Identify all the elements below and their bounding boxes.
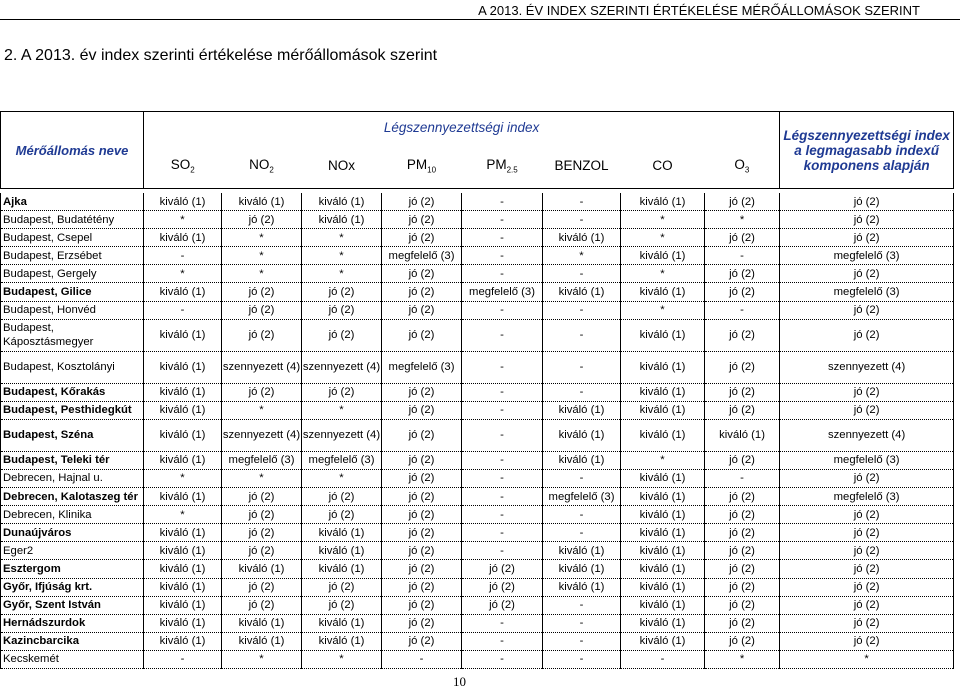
- pollutant-header: [705, 143, 780, 189]
- station-name: Budapest, Káposztásmegyer: [1, 319, 144, 351]
- station-name: Győr, Szent István: [1, 596, 144, 614]
- index-value-cell: -: [462, 488, 543, 506]
- station-name: Dunaújváros: [1, 524, 144, 542]
- index-value-cell: kiváló (1): [621, 193, 705, 211]
- index-value-cell: kiváló (1): [144, 524, 222, 542]
- station-name: Hernádszurdok: [1, 614, 144, 632]
- index-value-cell: -: [462, 211, 543, 229]
- index-value-cell: *: [144, 265, 222, 283]
- overall-index-cell: megfelelő (3): [780, 247, 954, 265]
- table-row: [1, 506, 954, 524]
- index-value-cell: jó (2): [302, 506, 382, 524]
- table-row: [1, 193, 954, 211]
- index-value-cell: kiváló (1): [144, 614, 222, 632]
- station-name: Budapest, Kosztolányi: [1, 351, 144, 383]
- index-value-cell: jó (2): [705, 488, 780, 506]
- table-row: [1, 488, 954, 506]
- index-value-cell: jó (2): [705, 351, 780, 383]
- index-value-cell: kiváló (1): [302, 211, 382, 229]
- index-value-cell: jó (2): [705, 451, 780, 469]
- overall-index-cell: megfelelő (3): [780, 451, 954, 469]
- index-value-cell: jó (2): [222, 301, 302, 319]
- index-value-cell: *: [144, 506, 222, 524]
- overall-index-cell: jó (2): [780, 193, 954, 211]
- index-value-cell: jó (2): [302, 301, 382, 319]
- pollutant-name: NO: [249, 156, 270, 172]
- table-row: [1, 419, 954, 451]
- index-value-cell: kiváló (1): [621, 506, 705, 524]
- index-value-cell: szennyezett (4): [302, 351, 382, 383]
- station-name: Debrecen, Hajnal u.: [1, 469, 144, 487]
- table-row: [1, 632, 954, 650]
- running-header: A 2013. ÉV INDEX SZERINTI ÉRTÉKELÉSE MÉRŐÁLLOMÁSOK SZERINT: [478, 3, 920, 18]
- table-row: [1, 319, 954, 351]
- index-value-cell: kiváló (1): [705, 419, 780, 451]
- index-value-cell: jó (2): [222, 524, 302, 542]
- index-value-cell: -: [462, 351, 543, 383]
- table-row: [1, 614, 954, 632]
- index-value-cell: jó (2): [705, 524, 780, 542]
- index-value-cell: jó (2): [382, 211, 462, 229]
- index-value-cell: megfelelő (3): [543, 488, 621, 506]
- index-value-cell: *: [222, 265, 302, 283]
- station-name: Esztergom: [1, 560, 144, 578]
- index-value-cell: *: [705, 211, 780, 229]
- index-value-cell: jó (2): [222, 596, 302, 614]
- index-value-cell: kiváló (1): [144, 383, 222, 401]
- table-body: [1, 193, 954, 668]
- table-row: [1, 469, 954, 487]
- index-value-cell: -: [543, 383, 621, 401]
- index-value-cell: kiváló (1): [222, 193, 302, 211]
- index-value-cell: jó (2): [382, 632, 462, 650]
- index-value-cell: *: [222, 229, 302, 247]
- index-value-cell: -: [462, 614, 543, 632]
- index-value-cell: kiváló (1): [621, 419, 705, 451]
- index-value-cell: -: [543, 469, 621, 487]
- table-row: [1, 301, 954, 319]
- index-value-cell: jó (2): [382, 524, 462, 542]
- index-value-cell: kiváló (1): [543, 229, 621, 247]
- pollutant-name: CO: [652, 157, 673, 173]
- pollutant-header: [621, 143, 705, 189]
- overall-index-cell: szennyezett (4): [780, 351, 954, 383]
- index-value-cell: jó (2): [705, 596, 780, 614]
- table-row: [1, 451, 954, 469]
- index-value-cell: kiváló (1): [543, 542, 621, 560]
- table-row: [1, 578, 954, 596]
- index-value-cell: jó (2): [382, 265, 462, 283]
- index-value-cell: -: [144, 301, 222, 319]
- index-value-cell: jó (2): [462, 578, 543, 596]
- index-value-cell: -: [543, 632, 621, 650]
- station-name: Budapest, Széna: [1, 419, 144, 451]
- index-value-cell: -: [543, 614, 621, 632]
- index-value-cell: -: [543, 351, 621, 383]
- pollutant-subscript: 2: [190, 165, 195, 175]
- index-value-cell: kiváló (1): [144, 193, 222, 211]
- index-value-cell: *: [302, 247, 382, 265]
- pollutant-header: [222, 143, 302, 189]
- index-value-cell: kiváló (1): [144, 401, 222, 419]
- pollutant-name: SO: [170, 156, 191, 172]
- overall-index-cell: jó (2): [780, 301, 954, 319]
- index-value-cell: -: [382, 650, 462, 668]
- index-value-cell: jó (2): [382, 319, 462, 351]
- index-value-cell: -: [705, 301, 780, 319]
- index-value-cell: kiváló (1): [302, 542, 382, 560]
- index-value-cell: jó (2): [705, 578, 780, 596]
- index-value-cell: kiváló (1): [222, 632, 302, 650]
- index-value-cell: jó (2): [222, 542, 302, 560]
- index-value-cell: jó (2): [705, 265, 780, 283]
- table-row: [1, 247, 954, 265]
- index-value-cell: szennyezett (4): [222, 419, 302, 451]
- index-value-cell: kiváló (1): [222, 560, 302, 578]
- index-value-cell: *: [705, 650, 780, 668]
- index-value-cell: kiváló (1): [543, 401, 621, 419]
- index-value-cell: jó (2): [382, 283, 462, 301]
- index-value-cell: *: [144, 211, 222, 229]
- index-value-cell: kiváló (1): [144, 578, 222, 596]
- index-value-cell: kiváló (1): [144, 542, 222, 560]
- table-row: [1, 283, 954, 301]
- index-value-cell: *: [621, 229, 705, 247]
- index-value-cell: -: [705, 469, 780, 487]
- index-value-cell: jó (2): [222, 488, 302, 506]
- index-table: [0, 111, 954, 669]
- index-value-cell: kiváló (1): [144, 596, 222, 614]
- index-value-cell: kiváló (1): [543, 560, 621, 578]
- index-value-cell: jó (2): [382, 229, 462, 247]
- overall-index-cell: megfelelő (3): [780, 283, 954, 301]
- pollutant-header: [144, 143, 222, 189]
- station-name: Debrecen, Kalotaszeg tér: [1, 488, 144, 506]
- index-value-cell: kiváló (1): [144, 351, 222, 383]
- table-row: [1, 650, 954, 668]
- index-value-cell: *: [621, 301, 705, 319]
- station-name: Budapest, Budatétény: [1, 211, 144, 229]
- index-value-cell: kiváló (1): [621, 283, 705, 301]
- table-row: [1, 596, 954, 614]
- index-value-cell: kiváló (1): [302, 632, 382, 650]
- index-value-cell: -: [462, 632, 543, 650]
- index-value-cell: jó (2): [302, 488, 382, 506]
- pollutant-name: O: [734, 156, 745, 172]
- pollutant-name: PM: [406, 156, 428, 172]
- index-value-cell: *: [302, 229, 382, 247]
- index-value-cell: -: [462, 542, 543, 560]
- pollutant-header: [302, 143, 382, 189]
- index-value-cell: -: [705, 247, 780, 265]
- overall-index-cell: jó (2): [780, 229, 954, 247]
- station-name: Győr, Ifjúság krt.: [1, 578, 144, 596]
- index-value-cell: jó (2): [382, 488, 462, 506]
- table-row: [1, 383, 954, 401]
- index-value-cell: kiváló (1): [621, 614, 705, 632]
- index-value-cell: -: [543, 319, 621, 351]
- overall-index-cell: jó (2): [780, 383, 954, 401]
- index-value-cell: -: [462, 301, 543, 319]
- index-value-cell: -: [543, 265, 621, 283]
- index-value-cell: jó (2): [222, 383, 302, 401]
- index-value-cell: jó (2): [382, 193, 462, 211]
- pollutant-header: [543, 143, 621, 189]
- overall-index-cell: jó (2): [780, 265, 954, 283]
- index-value-cell: jó (2): [382, 506, 462, 524]
- overall-index-cell: jó (2): [780, 632, 954, 650]
- index-value-cell: kiváló (1): [302, 193, 382, 211]
- index-value-cell: megfelelő (3): [462, 283, 543, 301]
- index-value-cell: *: [621, 211, 705, 229]
- index-value-cell: megfelelő (3): [382, 351, 462, 383]
- table-row: [1, 560, 954, 578]
- index-value-cell: jó (2): [382, 451, 462, 469]
- table-row: [1, 265, 954, 283]
- index-value-cell: *: [621, 265, 705, 283]
- index-value-cell: kiváló (1): [621, 351, 705, 383]
- index-value-cell: megfelelő (3): [382, 247, 462, 265]
- index-value-cell: kiváló (1): [144, 319, 222, 351]
- station-name: Budapest, Pesthidegkút: [1, 401, 144, 419]
- index-value-cell: kiváló (1): [144, 488, 222, 506]
- index-value-cell: -: [462, 506, 543, 524]
- index-value-cell: -: [543, 301, 621, 319]
- index-value-cell: jó (2): [382, 469, 462, 487]
- index-value-cell: jó (2): [705, 229, 780, 247]
- table-row: [1, 401, 954, 419]
- station-name: Budapest, Teleki tér: [1, 451, 144, 469]
- index-value-cell: jó (2): [705, 560, 780, 578]
- index-value-cell: -: [462, 469, 543, 487]
- station-name: Budapest, Gilice: [1, 283, 144, 301]
- index-value-cell: -: [543, 193, 621, 211]
- index-value-cell: -: [462, 229, 543, 247]
- overall-index-cell: jó (2): [780, 542, 954, 560]
- index-value-cell: *: [302, 650, 382, 668]
- index-value-cell: jó (2): [705, 193, 780, 211]
- index-value-cell: kiváló (1): [144, 451, 222, 469]
- station-name: Budapest, Gergely: [1, 265, 144, 283]
- station-name: Budapest, Erzsébet: [1, 247, 144, 265]
- index-value-cell: *: [302, 265, 382, 283]
- index-value-cell: kiváló (1): [144, 229, 222, 247]
- station-name: Budapest, Honvéd: [1, 301, 144, 319]
- index-value-cell: kiváló (1): [621, 632, 705, 650]
- index-value-cell: jó (2): [382, 401, 462, 419]
- header-rule: [0, 19, 960, 20]
- station-name: Ajka: [1, 193, 144, 211]
- index-value-cell: kiváló (1): [621, 524, 705, 542]
- page-number: 10: [453, 674, 466, 689]
- station-name: Kazincbarcika: [1, 632, 144, 650]
- index-value-cell: megfelelő (3): [302, 451, 382, 469]
- index-value-cell: jó (2): [302, 319, 382, 351]
- index-value-cell: -: [462, 650, 543, 668]
- index-value-cell: -: [462, 419, 543, 451]
- index-value-cell: kiváló (1): [543, 283, 621, 301]
- index-value-cell: jó (2): [705, 614, 780, 632]
- index-value-cell: -: [543, 596, 621, 614]
- index-value-cell: -: [462, 265, 543, 283]
- pollutant-name: PM: [486, 156, 507, 172]
- index-value-cell: kiváló (1): [621, 383, 705, 401]
- index-value-cell: -: [543, 650, 621, 668]
- index-group-header: Légszennyezettségi index: [144, 112, 780, 143]
- index-value-cell: jó (2): [462, 560, 543, 578]
- pollutant-subscript: 3: [744, 165, 750, 175]
- index-value-cell: jó (2): [382, 383, 462, 401]
- index-value-cell: jó (2): [705, 506, 780, 524]
- table-row: [1, 524, 954, 542]
- index-value-cell: kiváló (1): [621, 319, 705, 351]
- pollutant-subscript: 10: [427, 165, 437, 175]
- station-name: Kecskemét: [1, 650, 144, 668]
- index-value-cell: -: [543, 524, 621, 542]
- index-value-cell: *: [302, 401, 382, 419]
- pollutant-header: [382, 143, 462, 189]
- station-name: Budapest, Csepel: [1, 229, 144, 247]
- index-value-cell: kiváló (1): [543, 419, 621, 451]
- index-value-cell: kiváló (1): [621, 542, 705, 560]
- index-value-cell: jó (2): [302, 283, 382, 301]
- index-value-cell: -: [621, 650, 705, 668]
- index-value-cell: kiváló (1): [302, 560, 382, 578]
- station-column-header: Mérőállomás neve: [1, 112, 144, 189]
- index-value-cell: -: [462, 524, 543, 542]
- index-value-cell: *: [621, 451, 705, 469]
- index-table-container: [0, 111, 953, 669]
- index-value-cell: megfelelő (3): [222, 451, 302, 469]
- index-value-cell: -: [462, 451, 543, 469]
- index-value-cell: jó (2): [302, 596, 382, 614]
- index-value-cell: *: [222, 401, 302, 419]
- overall-index-cell: jó (2): [780, 211, 954, 229]
- index-value-cell: kiváló (1): [543, 451, 621, 469]
- index-value-cell: jó (2): [382, 560, 462, 578]
- index-value-cell: -: [543, 211, 621, 229]
- index-value-cell: szennyezett (4): [302, 419, 382, 451]
- overall-index-cell: jó (2): [780, 560, 954, 578]
- index-value-cell: jó (2): [222, 319, 302, 351]
- overall-index-header: Légszennyezettségi index a legmagasabb indexű komponens alapján: [780, 112, 954, 189]
- index-value-cell: -: [543, 506, 621, 524]
- index-value-cell: kiváló (1): [621, 596, 705, 614]
- index-value-cell: jó (2): [705, 632, 780, 650]
- overall-index-cell: jó (2): [780, 524, 954, 542]
- index-value-cell: -: [462, 247, 543, 265]
- overall-index-cell: jó (2): [780, 578, 954, 596]
- index-value-cell: -: [462, 319, 543, 351]
- station-name: Eger2: [1, 542, 144, 560]
- index-value-cell: -: [462, 401, 543, 419]
- index-value-cell: jó (2): [382, 301, 462, 319]
- overall-index-cell: jó (2): [780, 596, 954, 614]
- index-value-cell: kiváló (1): [621, 247, 705, 265]
- index-value-cell: kiváló (1): [621, 469, 705, 487]
- overall-index-cell: jó (2): [780, 401, 954, 419]
- index-value-cell: kiváló (1): [144, 419, 222, 451]
- index-value-cell: jó (2): [382, 419, 462, 451]
- index-value-cell: jó (2): [382, 542, 462, 560]
- overall-index-cell: jó (2): [780, 319, 954, 351]
- index-value-cell: jó (2): [222, 506, 302, 524]
- index-value-cell: *: [222, 469, 302, 487]
- table-row: [1, 351, 954, 383]
- index-value-cell: jó (2): [705, 401, 780, 419]
- overall-index-cell: jó (2): [780, 506, 954, 524]
- pollutant-name: NOx: [328, 157, 355, 173]
- station-name: Budapest, Kőrakás: [1, 383, 144, 401]
- index-value-cell: *: [222, 650, 302, 668]
- index-value-cell: jó (2): [705, 383, 780, 401]
- index-value-cell: *: [222, 247, 302, 265]
- overall-index-cell: szennyezett (4): [780, 419, 954, 451]
- index-value-cell: *: [543, 247, 621, 265]
- index-value-cell: kiváló (1): [543, 578, 621, 596]
- pollutant-subscript: 2.5: [506, 165, 518, 175]
- index-value-cell: kiváló (1): [621, 560, 705, 578]
- overall-index-cell: jó (2): [780, 469, 954, 487]
- index-value-cell: jó (2): [222, 211, 302, 229]
- index-value-cell: szennyezett (4): [222, 351, 302, 383]
- index-value-cell: kiváló (1): [621, 488, 705, 506]
- section-heading: 2. A 2013. év index szerinti értékelése mérőállomások szerint: [4, 47, 438, 64]
- index-value-cell: jó (2): [302, 383, 382, 401]
- index-value-cell: jó (2): [382, 614, 462, 632]
- index-value-cell: kiváló (1): [302, 524, 382, 542]
- index-value-cell: kiváló (1): [621, 401, 705, 419]
- table-row: [1, 542, 954, 560]
- index-value-cell: jó (2): [222, 578, 302, 596]
- index-value-cell: jó (2): [302, 578, 382, 596]
- pollutant-subscript: 2: [269, 165, 274, 175]
- index-value-cell: kiváló (1): [621, 578, 705, 596]
- index-value-cell: -: [462, 383, 543, 401]
- pollutant-name: BENZOL: [554, 157, 609, 173]
- index-value-cell: -: [144, 247, 222, 265]
- index-value-cell: jó (2): [705, 283, 780, 301]
- table-row: [1, 211, 954, 229]
- index-value-cell: kiváló (1): [144, 283, 222, 301]
- index-value-cell: jó (2): [222, 283, 302, 301]
- index-value-cell: kiváló (1): [222, 614, 302, 632]
- index-value-cell: kiváló (1): [144, 560, 222, 578]
- pollutant-header: [462, 143, 543, 189]
- index-value-cell: jó (2): [705, 542, 780, 560]
- index-value-cell: kiváló (1): [302, 614, 382, 632]
- index-value-cell: -: [462, 193, 543, 211]
- index-value-cell: *: [144, 469, 222, 487]
- index-value-cell: jó (2): [382, 596, 462, 614]
- station-name: Debrecen, Klinika: [1, 506, 144, 524]
- index-value-cell: jó (2): [462, 596, 543, 614]
- overall-index-cell: jó (2): [780, 614, 954, 632]
- table-row: [1, 229, 954, 247]
- overall-index-cell: megfelelő (3): [780, 488, 954, 506]
- index-value-cell: kiváló (1): [144, 632, 222, 650]
- index-value-cell: -: [144, 650, 222, 668]
- overall-index-cell: *: [780, 650, 954, 668]
- index-value-cell: jó (2): [705, 319, 780, 351]
- index-value-cell: *: [302, 469, 382, 487]
- index-value-cell: jó (2): [382, 578, 462, 596]
